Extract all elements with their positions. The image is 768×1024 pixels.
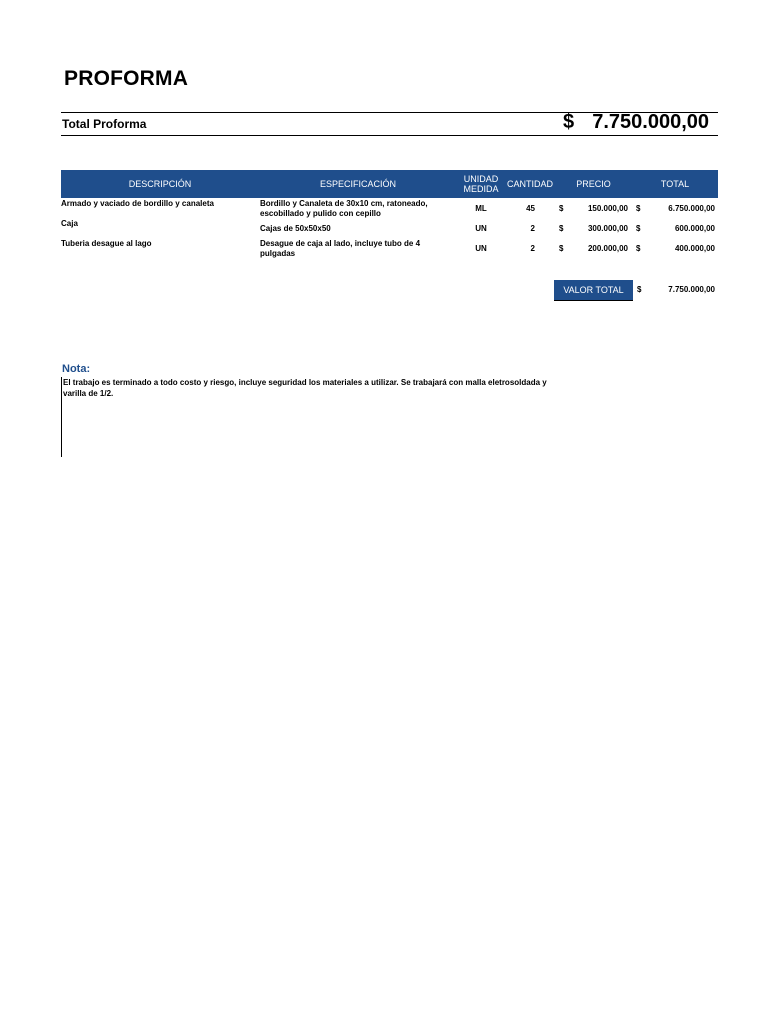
header-precio: PRECIO — [576, 179, 611, 189]
row-total: 400.000,00 — [674, 244, 715, 253]
row-unidad: UN — [475, 224, 487, 233]
row-total: 600.000,00 — [674, 224, 715, 233]
header-unidad-medida: UNIDAD MEDIDA — [463, 174, 499, 194]
row-cantidad: 2 — [530, 224, 535, 233]
row-descripcion: Armado y vaciado de bordillo y canaleta — [61, 199, 214, 208]
table-row — [61, 199, 718, 219]
row-unidad: UN — [475, 244, 487, 253]
row-precio-currency: $ — [559, 224, 564, 233]
row-cantidad: 2 — [530, 244, 535, 253]
nota-text: El trabajo es terminado a todo costo y riesgo, incluye seguridad los materiales a utilizar. Se trabajará con malla eletrosoldada y varilla de 1/2. — [63, 378, 547, 398]
total-proforma-currency: $ — [563, 111, 575, 133]
header-cantidad: CANTIDAD — [506, 179, 553, 189]
valor-total-currency: $ — [637, 285, 642, 294]
page-title: PROFORMA — [64, 67, 189, 90]
row-especificacion: Bordillo y Canaleta de 30x10 cm, ratoneado, escobillado y pulido con cepillo — [260, 199, 428, 218]
nota-label: Nota: — [62, 363, 91, 375]
row-cantidad: 45 — [526, 204, 535, 213]
row-unidad: ML — [475, 204, 487, 213]
nota-box — [61, 377, 562, 457]
header-especificacion: ESPECIFICACIÓN — [319, 179, 396, 189]
row-descripcion: Caja — [61, 219, 78, 228]
row-especificacion: Desague de caja al lado, incluye tubo de 4 pulgadas — [260, 239, 421, 258]
header-total: TOTAL — [660, 179, 690, 189]
row-precio-currency: $ — [559, 244, 564, 253]
row-precio: 300.000,00 — [587, 224, 628, 233]
row-precio: 150.000,00 — [587, 204, 628, 213]
row-precio-currency: $ — [559, 204, 564, 213]
row-total: 6.750.000,00 — [668, 204, 715, 213]
row-total-currency: $ — [636, 224, 641, 233]
row-total-currency: $ — [636, 244, 641, 253]
row-precio: 200.000,00 — [587, 244, 628, 253]
total-proforma-bar — [61, 112, 718, 136]
table-header — [61, 170, 718, 198]
row-descripcion: Tuberia desague al lago — [61, 239, 152, 248]
total-proforma-value: 7.750.000,00 — [592, 111, 709, 133]
table-row — [61, 219, 718, 239]
total-proforma-label: Total Proforma — [62, 117, 147, 131]
valor-total-value: 7.750.000,00 — [668, 285, 715, 294]
valor-total-label: VALOR TOTAL — [554, 280, 633, 301]
header-descripcion: DESCRIPCIÓN — [128, 179, 192, 189]
row-especificacion: Cajas de 50x50x50 — [260, 224, 331, 233]
table-row — [61, 239, 718, 261]
row-total-currency: $ — [636, 204, 641, 213]
